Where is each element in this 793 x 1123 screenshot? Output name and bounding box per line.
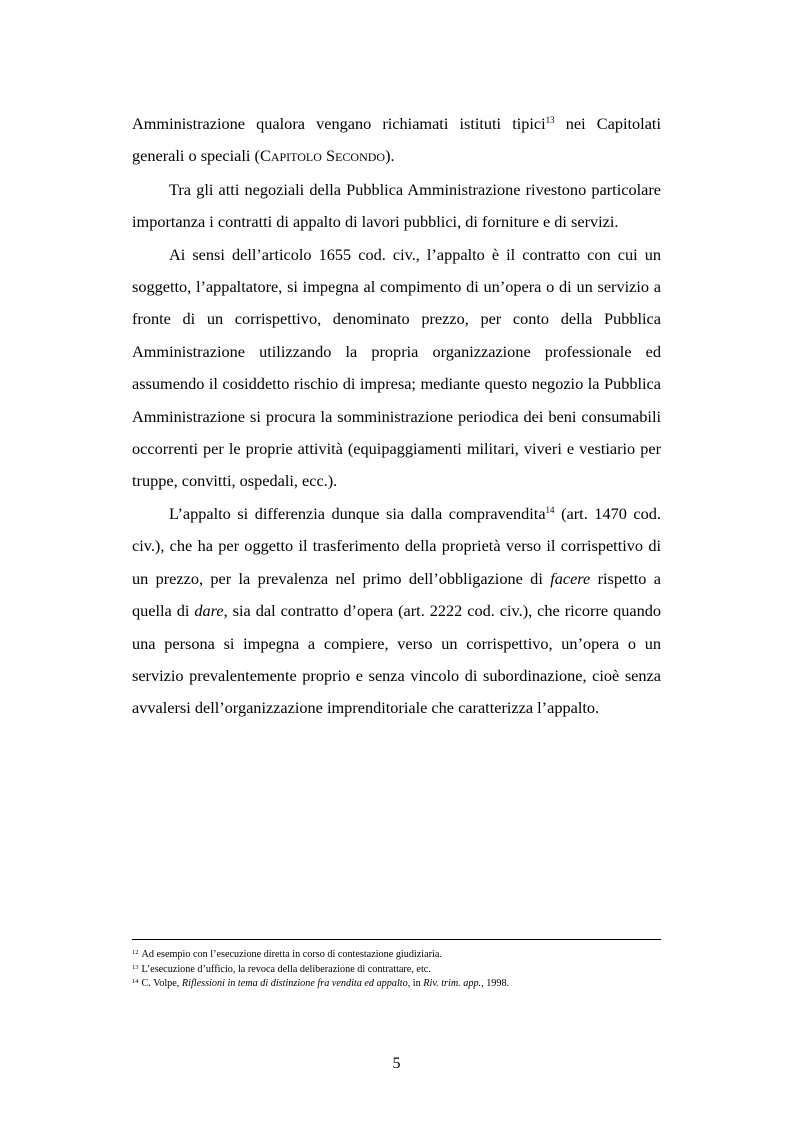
small-caps-capital: C: [259, 146, 271, 166]
footnote-italic-title: Riflessioni in tema di distinzione fra vendita ed appalto: [181, 978, 408, 989]
paragraph-4-text-d: , sia dal contratto d’opera (art. 2222 cod. civ.), che ricorre quando una persona si impegna a compiere, verso un corrispettivo, un’opera o un servizio prevalentemente proprio e senza vincolo di subordinazione, cioè senza avvalersi dell’organizzazione imprenditoriale che caratterizza l’appalto.: [132, 601, 661, 718]
footnote-text: L’esecuzione d’ufficio, la revoca della deliberazione di contrattare, etc.: [141, 963, 431, 975]
footnote-ref-14: 14: [545, 504, 555, 515]
footnote-number: 14: [132, 978, 139, 985]
footnotes: [132, 948, 661, 992]
footnote-italic-journal: Riv. trim. app.: [423, 978, 482, 989]
page-number: 5: [392, 1055, 401, 1072]
paragraph-4-text-a: L’appalto si differenzia dunque sia dalla compravendita: [169, 503, 546, 523]
footnote-text-c: , 1998.: [481, 978, 510, 989]
footnote-number: 12: [132, 949, 139, 956]
footnote-13: [132, 963, 661, 978]
paragraph-3: Ai sensi dell’articolo 1655 cod. civ., l’appalto è il contratto con cui un soggetto, l’appaltatore, si impegna al compimento di un’opera o di un servizio a fronte di un corrispettivo, denominato prezzo, per conto della Pubblica Amministrazione utilizzando la propria organizzazione professionale ed assumendo il cosiddetto rischio di impresa; mediante questo negozio la Pubblica Amministrazione si procura la somministrazione periodica dei beni consumabili occorrenti per le proprie attività (equipaggiamenti militari, viveri e vestiario per truppe, convitti, ospedali, ecc.).: [132, 244, 661, 491]
footnote-12: [132, 948, 661, 963]
paragraph-4-text-b: (art. 1470 cod. civ.), che ha per oggetto il trasferimento della proprietà verso il corrispettivo di un prezzo, per la prevalenza nel primo dell’obbligazione di: [132, 503, 661, 588]
paragraph-1-text-c: ).: [385, 146, 395, 166]
small-caps-rest: APITOLO: [270, 150, 322, 165]
footnote-14: [132, 977, 661, 992]
footnote-number: 13: [132, 963, 139, 971]
main-text: [132, 108, 661, 725]
paragraph-1: [132, 108, 661, 174]
paragraph-4-text-c: rispetto a quella di: [132, 568, 662, 621]
italic-term-dare: dare: [194, 601, 224, 621]
italic-term-facere: facere: [550, 568, 591, 588]
footnote-text: Ad esempio con l’esecuzione diretta in corso di contestazione giudiziaria.: [141, 949, 442, 960]
paragraph-1-text-a: Amministrazione qualora vengano richiamati istituti tipici: [132, 114, 546, 133]
footnote-ref-13: 13: [545, 115, 555, 125]
paragraph-2: Tra gli atti negoziali della Pubblica Amministrazione rivestono particolare importanza i contratti di appalto di lavori pubblici, di forniture e di servizi.: [132, 179, 661, 232]
small-caps-rest: ECONDO: [335, 150, 386, 165]
footnote-separator: [132, 939, 661, 940]
paragraph-4: [132, 498, 661, 725]
small-caps-capital: S: [321, 146, 336, 166]
footnote-text-a: C. Volpe,: [141, 978, 182, 989]
footnote-text-b: , in: [407, 978, 424, 989]
paragraph-1-text-b: nei Capitolati generali o speciali (: [132, 114, 661, 166]
